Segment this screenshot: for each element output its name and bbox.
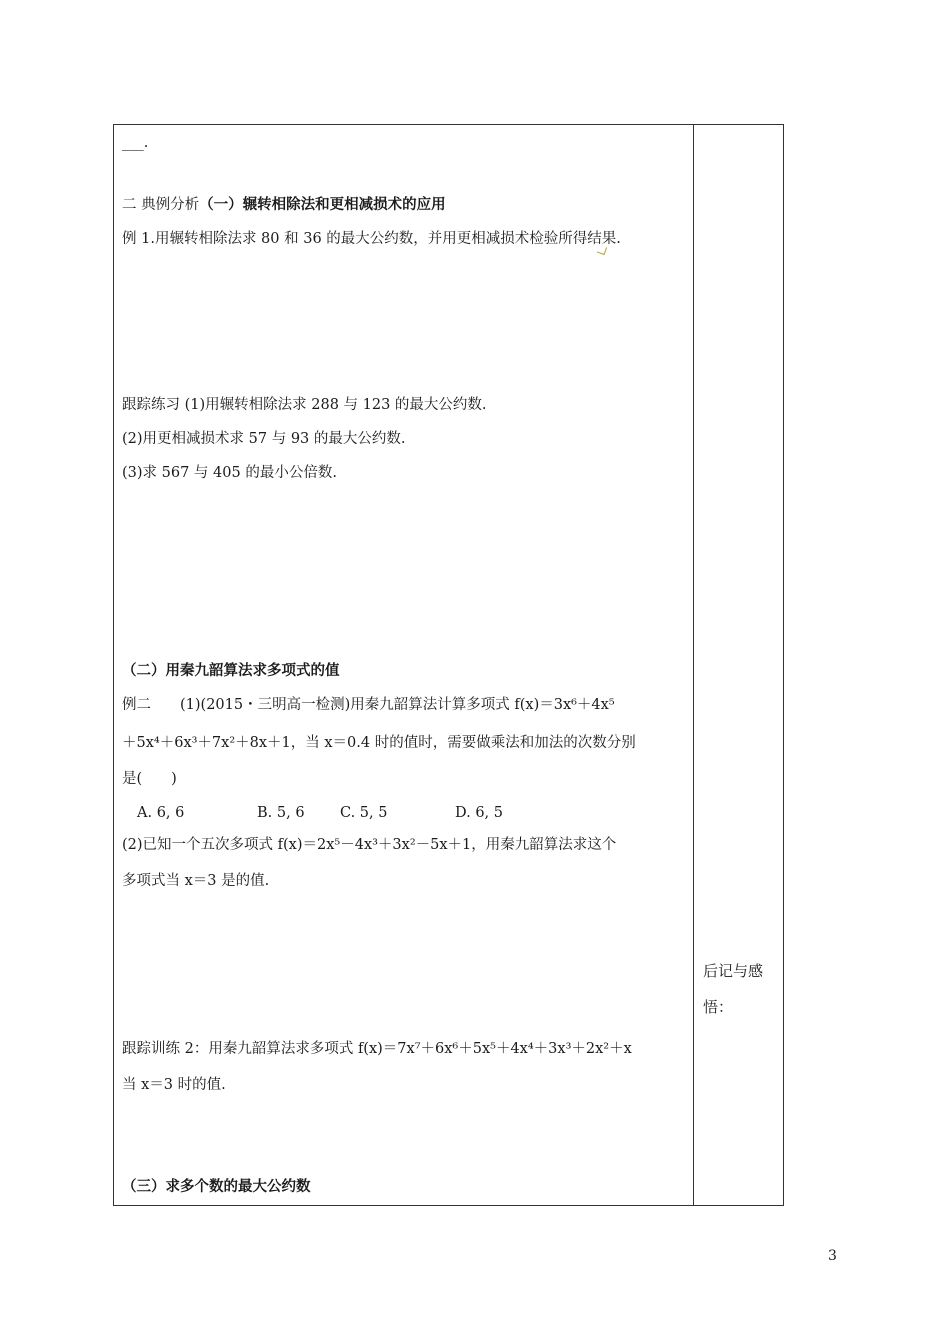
example2-part2-line1: (2)已知一个五次多项式 f(x)＝2x⁵－4x³＋3x²－5x＋1，用秦九韶算法求这个 bbox=[122, 837, 617, 853]
example2-part2-line2: 多项式当 x＝3 是的值. bbox=[122, 873, 270, 889]
section1-heading-row bbox=[122, 196, 446, 214]
option-c: C. 5, 5 bbox=[340, 805, 388, 821]
practice2-line1: 跟踪训练 2：用秦九韶算法求多项式 f(x)＝7x⁷＋6x⁶＋5x⁵＋4x⁴＋3x³＋2x²＋x bbox=[122, 1041, 632, 1057]
section-prefix: 二 典例分析 bbox=[122, 197, 200, 213]
example2-line3: 是( ) bbox=[122, 771, 177, 787]
option-a: A. 6, 6 bbox=[137, 805, 185, 821]
practice1-line3: (3)求 567 与 405 的最小公倍数. bbox=[122, 465, 337, 481]
practice1-line2: (2)用更相减损术求 57 与 93 的最大公约数. bbox=[122, 431, 406, 447]
section3-heading: （三）求多个数的最大公约数 bbox=[122, 1179, 311, 1195]
section1-heading: （一）辗转相除法和更相减损术的应用 bbox=[199, 197, 446, 213]
example2-line1: 例二 (1)(2015・三明高一检测)用秦九韶算法计算多项式 f(x)＝3x⁶＋4x⁵ bbox=[122, 697, 615, 713]
blank-tail: ___. bbox=[122, 135, 149, 151]
example1-text: 例 1.用辗转相除法求 80 和 36 的最大公约数，并用更相减损术检验所得结果. bbox=[122, 231, 621, 247]
section2-heading: （二）用秦九韶算法求多项式的值 bbox=[122, 663, 340, 679]
option-b: B. 5, 6 bbox=[257, 805, 305, 821]
practice2-line2: 当 x＝3 时的值. bbox=[122, 1077, 226, 1093]
example2-line2: ＋5x⁴＋6x³＋7x²＋8x＋1，当 x＝0.4 时的值时，需要做乘法和加法的次数分别 bbox=[122, 735, 636, 751]
column-divider bbox=[693, 124, 694, 1206]
notes-label-line2: 悟： bbox=[703, 998, 734, 1016]
notes-label-line1: 后记与感 bbox=[703, 962, 764, 980]
page-number: 3 bbox=[828, 1248, 837, 1264]
option-d: D. 6, 5 bbox=[455, 805, 503, 821]
practice1-line1: 跟踪练习 (1)用辗转相除法求 288 与 123 的最大公约数. bbox=[122, 397, 487, 413]
